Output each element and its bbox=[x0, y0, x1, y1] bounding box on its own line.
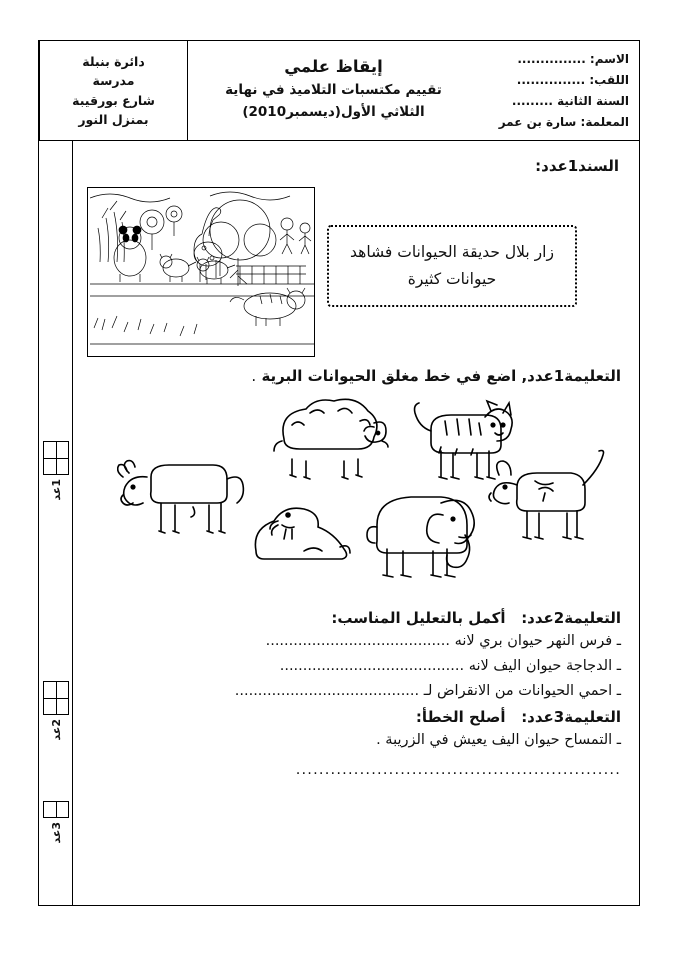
exam-subtitle-line2: الثلاثي الأول(ديسمبر2010) bbox=[242, 104, 425, 120]
student-name-label: الاسم: ............... bbox=[517, 51, 629, 66]
instruction-1-text: اضع في خط مغلق الحيوانات البرية bbox=[261, 367, 517, 385]
sanad-label: السند1عدد: bbox=[535, 157, 619, 175]
sheep-drawing bbox=[262, 389, 392, 481]
elephant-drawing bbox=[347, 481, 497, 581]
school-word: مدرسة bbox=[92, 73, 135, 89]
sanad-row bbox=[87, 179, 625, 357]
instruction-3-text: أصلح الخطأ: bbox=[415, 708, 506, 726]
mark-grid-1[interactable] bbox=[43, 441, 69, 475]
content-column bbox=[73, 141, 639, 905]
exam-title-cell bbox=[187, 41, 479, 140]
dog-drawing bbox=[487, 447, 607, 541]
school-locality: بمنزل النور bbox=[78, 111, 149, 127]
mark-grid-2[interactable] bbox=[43, 681, 69, 715]
worksheet-body bbox=[39, 141, 639, 905]
instruction-2-text: أكمل بالتعليل المناسب: bbox=[331, 609, 506, 627]
instruction-1-prefix: التعليمة1عدد, bbox=[521, 367, 621, 385]
instruction-2 bbox=[87, 609, 621, 627]
seal-drawing bbox=[242, 495, 352, 567]
mark-grid-3[interactable] bbox=[43, 801, 69, 818]
instruction-1 bbox=[87, 367, 621, 385]
school-street: شارع بورقيبة bbox=[72, 92, 155, 108]
student-surname-label: اللقب: ............... bbox=[516, 72, 629, 87]
speech-bubble bbox=[327, 225, 577, 307]
mark-label-1: 1عد bbox=[49, 479, 63, 501]
school-district: دائرة بنبلة bbox=[82, 53, 145, 69]
mark-box-exercise1 bbox=[41, 441, 71, 501]
header-table bbox=[39, 41, 639, 141]
animals-illustration-group bbox=[87, 385, 625, 607]
cow-drawing bbox=[117, 443, 257, 535]
instruction-3-prefix: التعليمة3عدد: bbox=[521, 708, 621, 726]
mark-box-exercise2 bbox=[41, 681, 71, 741]
mark-box-exercise3 bbox=[41, 801, 71, 844]
student-info-cell bbox=[479, 41, 639, 140]
exercise3-answer-line[interactable]: ........................................................ bbox=[295, 762, 621, 778]
instruction-2-prefix: التعليمة2عدد: bbox=[521, 609, 621, 627]
exercise2-item-1[interactable]: ـ فرس النهر حيوان بري لانه ........................................ bbox=[265, 633, 621, 649]
zoo-scene-drawing bbox=[90, 188, 314, 354]
zoo-scene-image bbox=[87, 187, 315, 357]
marks-column bbox=[39, 141, 73, 905]
school-info-cell bbox=[39, 41, 187, 140]
speech-line-2: حيوانات كثيرة bbox=[407, 270, 497, 289]
exercise3-item: ـ التمساح حيوان اليف يعيش في الزريبة . bbox=[376, 732, 621, 748]
mark-label-3: 3عد bbox=[49, 822, 63, 844]
speech-line-1: زار بلال حديقة الحيوانات فشاهد bbox=[350, 243, 554, 261]
instruction-3 bbox=[87, 708, 621, 726]
teacher-label: المعلمة: سارة بن عمر bbox=[498, 114, 629, 129]
instruction-1-suffix: . bbox=[251, 367, 257, 385]
exam-subtitle-line1: تقييم مكتسبات التلاميذ في نهاية bbox=[225, 82, 442, 99]
mark-label-2: 2عد bbox=[49, 719, 63, 741]
exercise2-item-3[interactable]: ـ احمي الحيوانات من الانقراض لـ ........................................ bbox=[234, 683, 621, 699]
exercise2-item-2[interactable]: ـ الدجاجة حيوان اليف لانه ........................................ bbox=[279, 658, 621, 674]
worksheet-frame bbox=[38, 40, 640, 906]
page-title: إيقاظ علمي bbox=[284, 57, 383, 77]
student-level-label: السنة الثانية ......... bbox=[511, 93, 629, 108]
